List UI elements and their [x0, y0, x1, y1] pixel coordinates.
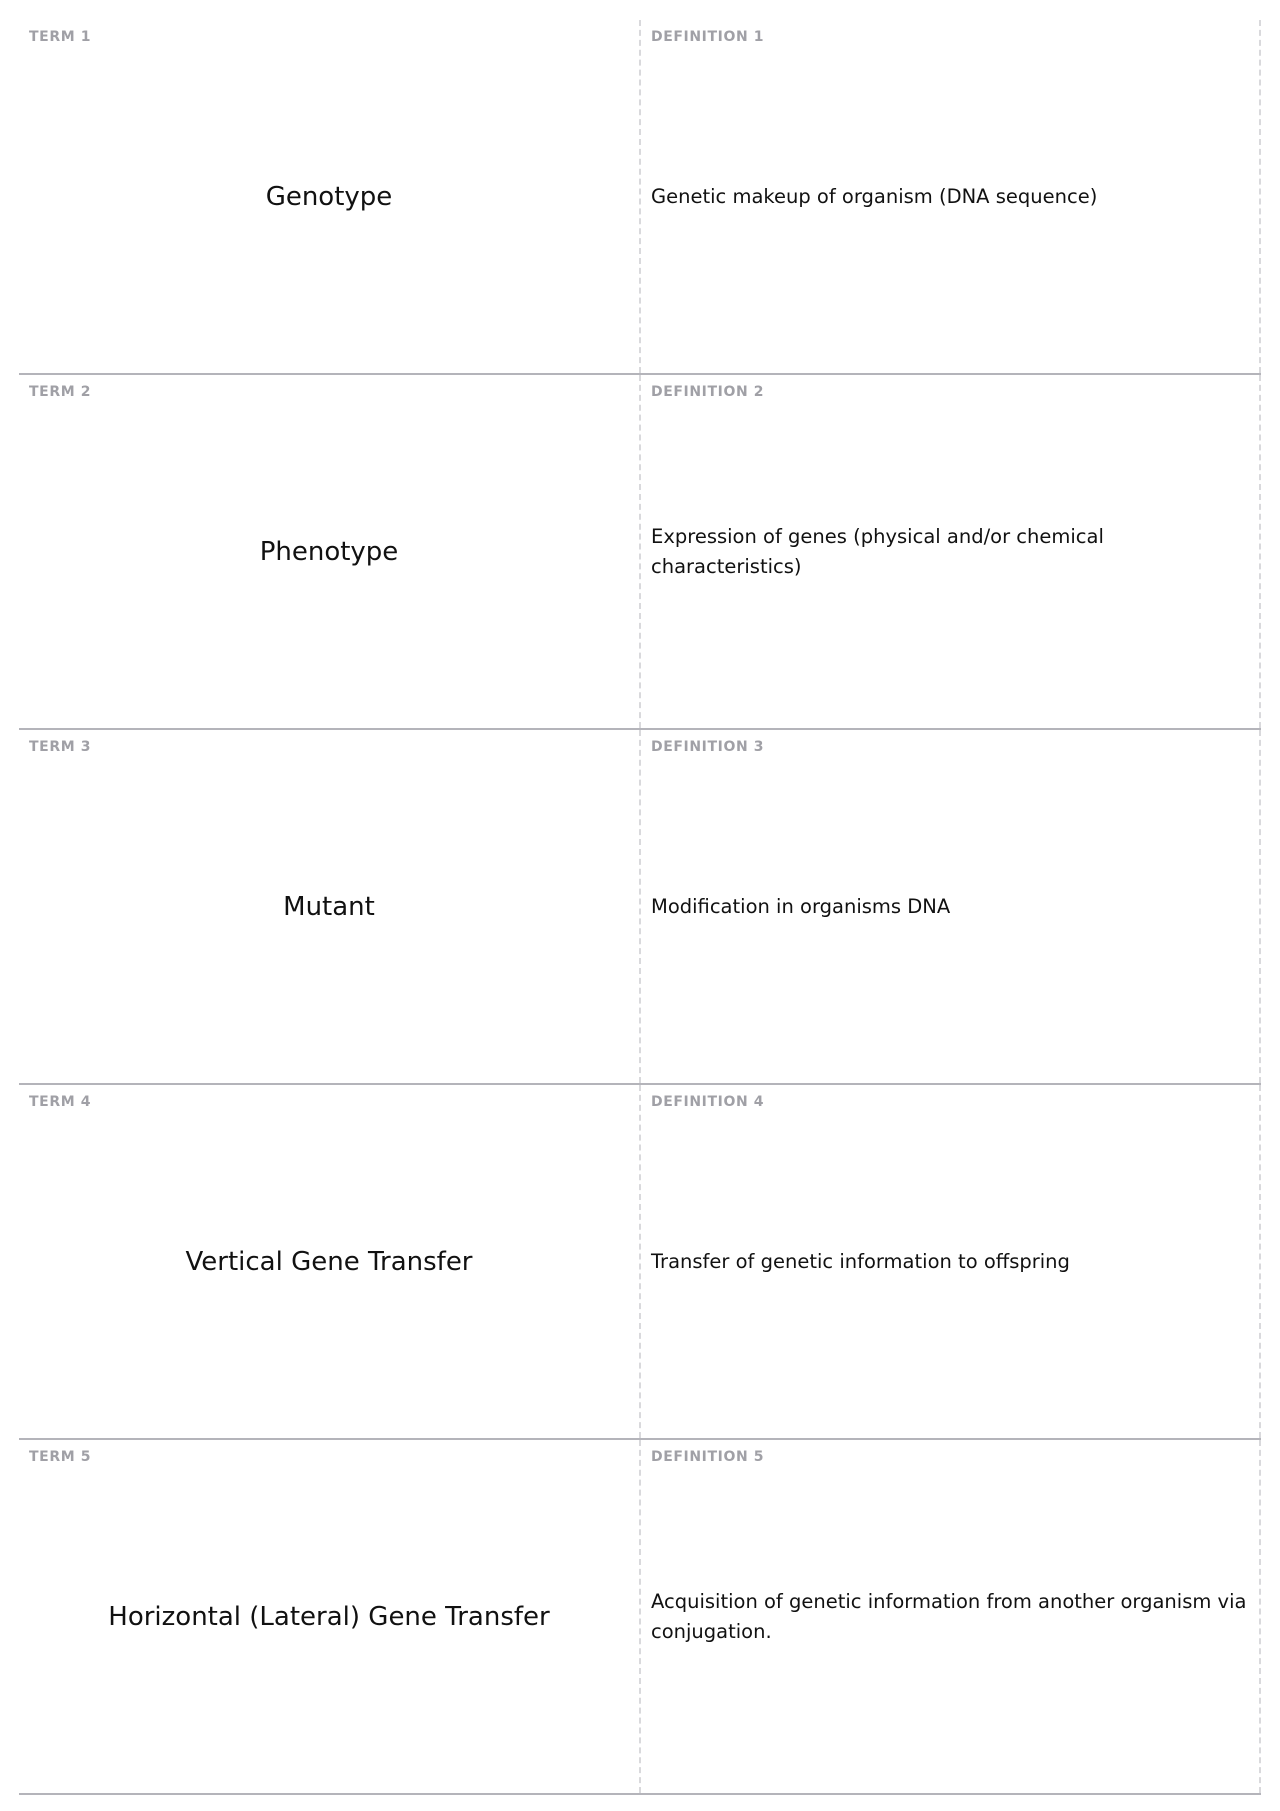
flashcard-row-1: [19, 20, 1261, 375]
term-cell: [19, 375, 641, 728]
term-label: TERM 2: [29, 384, 92, 400]
flashcard-row-3: [19, 730, 1261, 1085]
term-text: Genotype: [265, 181, 393, 212]
term-label: TERM 1: [29, 29, 92, 45]
flashcard-row-5: [19, 1440, 1261, 1795]
definition-text: Modification in organisms DNA: [651, 894, 951, 918]
definition-label: DEFINITION 4: [651, 1094, 765, 1110]
definition-text: Genetic makeup of organism (DNA sequence): [651, 184, 1098, 208]
definition-label: DEFINITION 3: [651, 739, 765, 755]
definition-text: Acquisition of genetic information from another organism via conjugation.: [651, 1589, 1247, 1643]
term-cell: [19, 20, 641, 373]
definition-label: DEFINITION 1: [651, 29, 765, 45]
term-cell: [19, 1085, 641, 1438]
definition-cell: [641, 1440, 1261, 1793]
definition-text: Expression of genes (physical and/or chemical characteristics): [651, 524, 1104, 578]
flashcard-row-2: [19, 375, 1261, 730]
flashcard-sheet: [19, 20, 1261, 1795]
definition-cell: [641, 1085, 1261, 1438]
definition-label: DEFINITION 5: [651, 1449, 765, 1465]
term-label: TERM 3: [29, 739, 92, 755]
definition-cell: [641, 20, 1261, 373]
flashcard-row-4: [19, 1085, 1261, 1440]
term-text: Phenotype: [259, 536, 399, 567]
definition-label: DEFINITION 2: [651, 384, 765, 400]
definition-cell: [641, 375, 1261, 728]
term-text: Mutant: [283, 891, 375, 922]
term-cell: [19, 1440, 641, 1793]
term-cell: [19, 730, 641, 1083]
term-text: Vertical Gene Transfer: [185, 1246, 473, 1277]
definition-text: Transfer of genetic information to offspring: [651, 1249, 1070, 1273]
term-label: TERM 5: [29, 1449, 92, 1465]
term-text: Horizontal (Lateral) Gene Transfer: [108, 1601, 550, 1632]
definition-cell: [641, 730, 1261, 1083]
term-label: TERM 4: [29, 1094, 92, 1110]
